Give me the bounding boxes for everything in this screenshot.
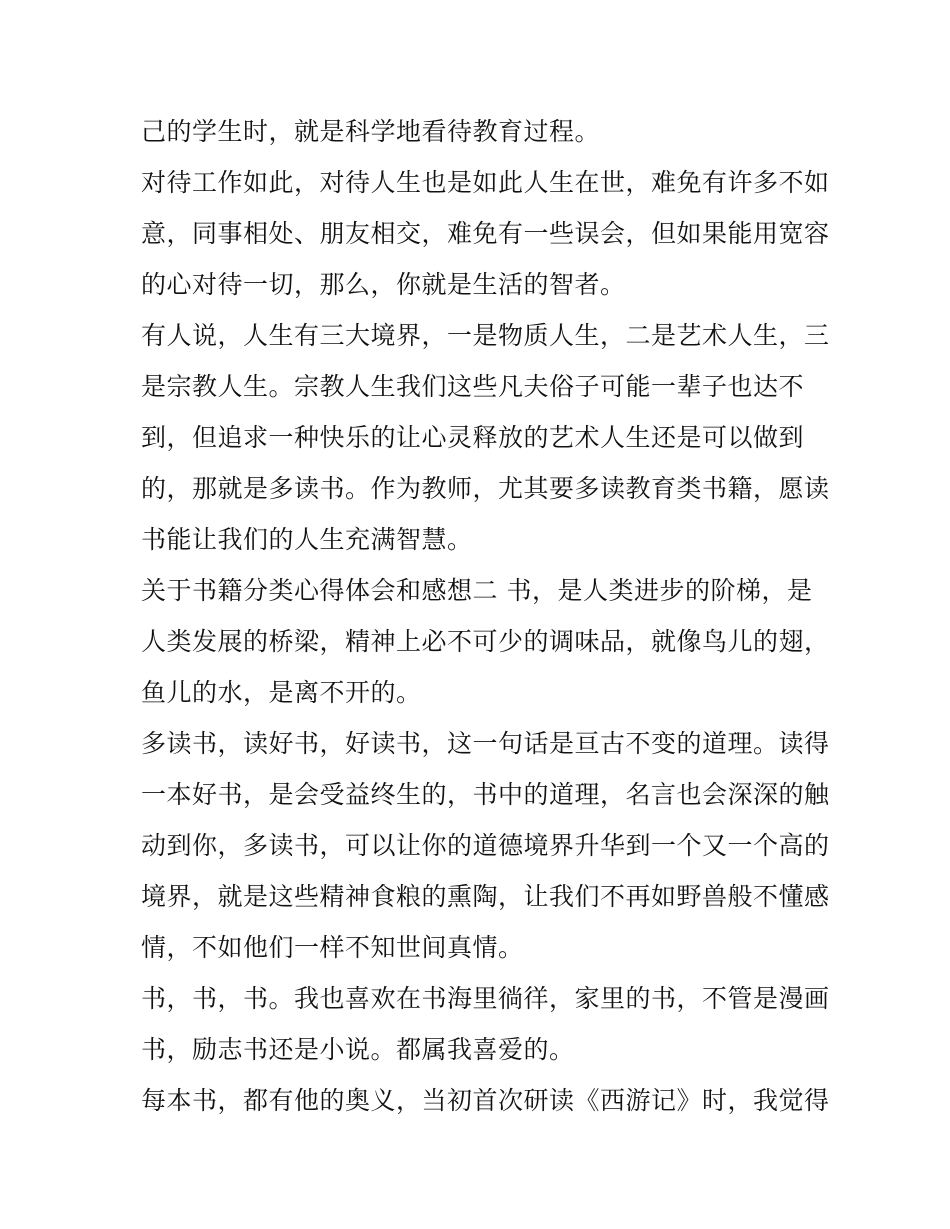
text-line: 的心对待一切，那么，你就是生活的智者。 [141,270,626,299]
text-line: 有人说，人生有三大境界，一是物质人生，二是艺术人生，三 [141,321,830,350]
text-line: 关于书籍分类心得体会和感想二 书，是人类进步的阶梯，是 [141,576,813,605]
text-line: 一本好书，是会受益终生的，书中的道理，名言也会深深的触 [141,780,830,809]
text-line: 人类发展的桥梁，精神上必不可少的调味品，就像鸟儿的翅， [141,627,830,656]
text-line: 书，书，书。我也喜欢在书海里徜徉，家里的书，不管是漫画 [141,984,830,1013]
text-line: 到，但追求一种快乐的让心灵释放的艺术人生还是可以做到 [141,423,805,452]
text-line: 鱼儿的水，是离不开的。 [141,678,422,707]
text-line: 的，那就是多读书。作为教师，尤其要多读教育类书籍，愿读 [141,474,830,503]
text-line: 是宗教人生。宗教人生我们这些凡夫俗子可能一辈子也达不 [141,372,805,401]
text-line: 书能让我们的人生充满智慧。 [141,525,473,554]
text-line: 意，同事相处、朋友相交，难免有一些误会，但如果能用宽容 [141,219,830,248]
text-line: 对待工作如此，对待人生也是如此人生在世，难免有许多不如 [141,168,830,197]
text-line: 情，不如他们一样不知世间真情。 [141,933,524,962]
text-line: 动到你，多读书，可以让你的道德境界升华到一个又一个高的 [141,831,830,860]
text-line: 己的学生时，就是科学地看待教育过程。 [141,117,601,146]
text-line: 书，励志书还是小说。都属我喜爱的。 [141,1035,575,1064]
text-line: 多读书，读好书，好读书，这一句话是亘古不变的道理。读得 [141,729,830,758]
document-body [141,106,830,1126]
text-line: 每本书，都有他的奥义，当初首次研读《西游记》时，我觉得 [141,1086,830,1115]
text-line: 境界，就是这些精神食粮的熏陶，让我们不再如野兽般不懂感 [141,882,830,911]
